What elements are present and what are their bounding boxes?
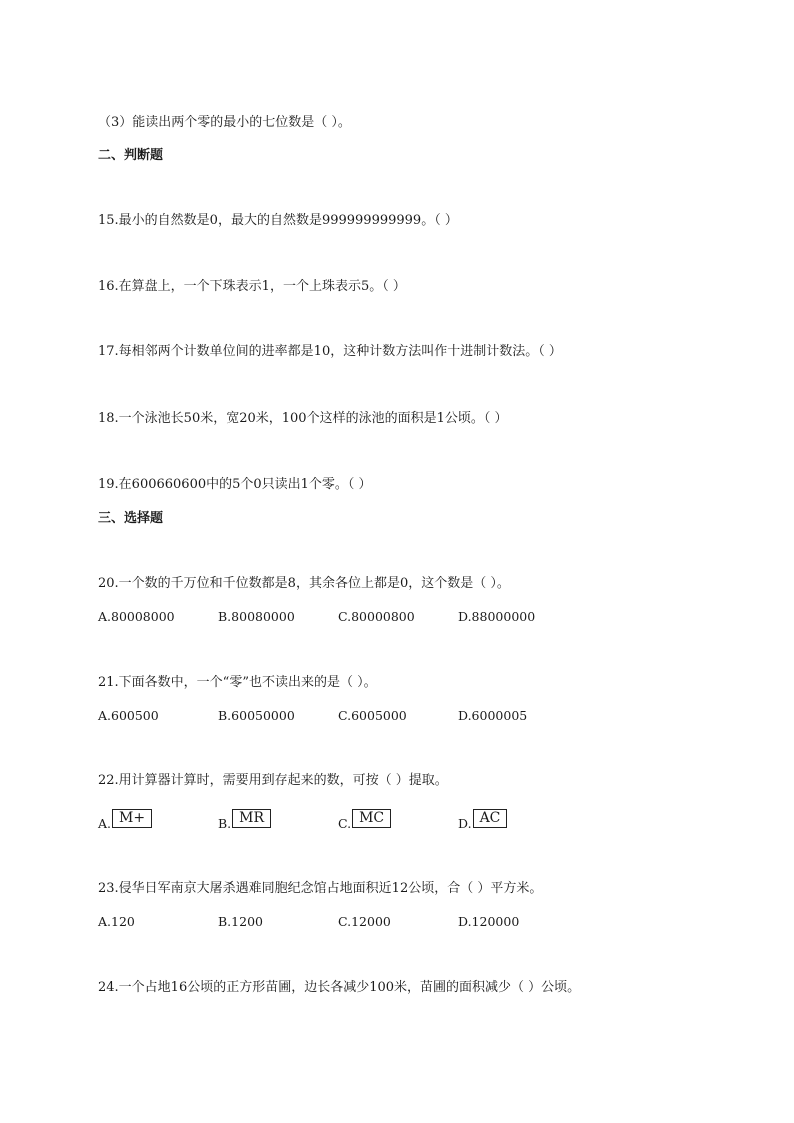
option-c: C.80000800 xyxy=(338,609,415,624)
option-a: A.80008000 xyxy=(98,609,175,624)
question-18: 18.一个泳池长50米，宽20米，100个这样的泳池的面积是1公顷。（ ） xyxy=(98,411,508,426)
question-16: 16.在算盘上，一个下珠表示1，一个上珠表示5。（ ） xyxy=(98,279,406,294)
question-21: 21.下面各数中，一个“零”也不读出来的是（ ）。 xyxy=(98,675,377,690)
option-d: D.120000 xyxy=(458,914,520,929)
calculator-key-ac: AC xyxy=(473,809,508,828)
option-c: C.6005000 xyxy=(338,708,407,723)
option-b xyxy=(218,810,271,834)
option-a-prefix: A. xyxy=(98,816,112,831)
option-a: A.600500 xyxy=(98,708,159,723)
option-d-prefix: D. xyxy=(458,816,472,831)
section-heading-judgment: 二、判断题 xyxy=(98,148,164,163)
question-22: 22.用计算器计算时，需要用到存起来的数，可按（ ）提取。 xyxy=(98,773,448,788)
calculator-key-m-plus: M+ xyxy=(112,809,152,828)
option-d: D.6000005 xyxy=(458,708,528,723)
question-19: 19.在600660600中的5个0只读出1个零。（ ） xyxy=(98,477,372,492)
option-d: D.88000000 xyxy=(458,609,536,624)
option-c-prefix: C. xyxy=(338,816,352,831)
question-20: 20.一个数的千万位和千位数都是8，其余各位上都是0，这个数是（ ）。 xyxy=(98,576,510,591)
option-b-prefix: B. xyxy=(218,816,232,831)
question-23: 23.侵华日军南京大屠杀遇难同胞纪念馆占地面积近12公顷，合（ ）平方米。 xyxy=(98,881,543,896)
option-b: B.60050000 xyxy=(218,708,295,723)
section-heading-choice: 三、选择题 xyxy=(98,511,164,526)
calculator-key-mr: MR xyxy=(232,809,271,828)
option-c: C.12000 xyxy=(338,914,391,929)
question-24: 24.一个占地16公顷的正方形苗圃，边长各减少100米，苗圃的面积减少（ ）公顷。 xyxy=(98,980,581,995)
option-b: B.1200 xyxy=(218,914,263,929)
calculator-key-mc: MC xyxy=(352,809,391,828)
question-15: 15.最小的自然数是0，最大的自然数是999999999999。（ ） xyxy=(98,213,458,228)
option-a: A.120 xyxy=(98,914,135,929)
question-17: 17.每相邻两个计数单位间的进率都是10，这种计数方法叫作十进制计数法。（ ） xyxy=(98,344,562,359)
option-a xyxy=(98,810,152,834)
option-b: B.80080000 xyxy=(218,609,295,624)
option-c xyxy=(338,810,391,834)
question-14-3: （3）能读出两个零的最小的七位数是（ ）。 xyxy=(98,115,351,130)
option-d xyxy=(458,810,507,834)
